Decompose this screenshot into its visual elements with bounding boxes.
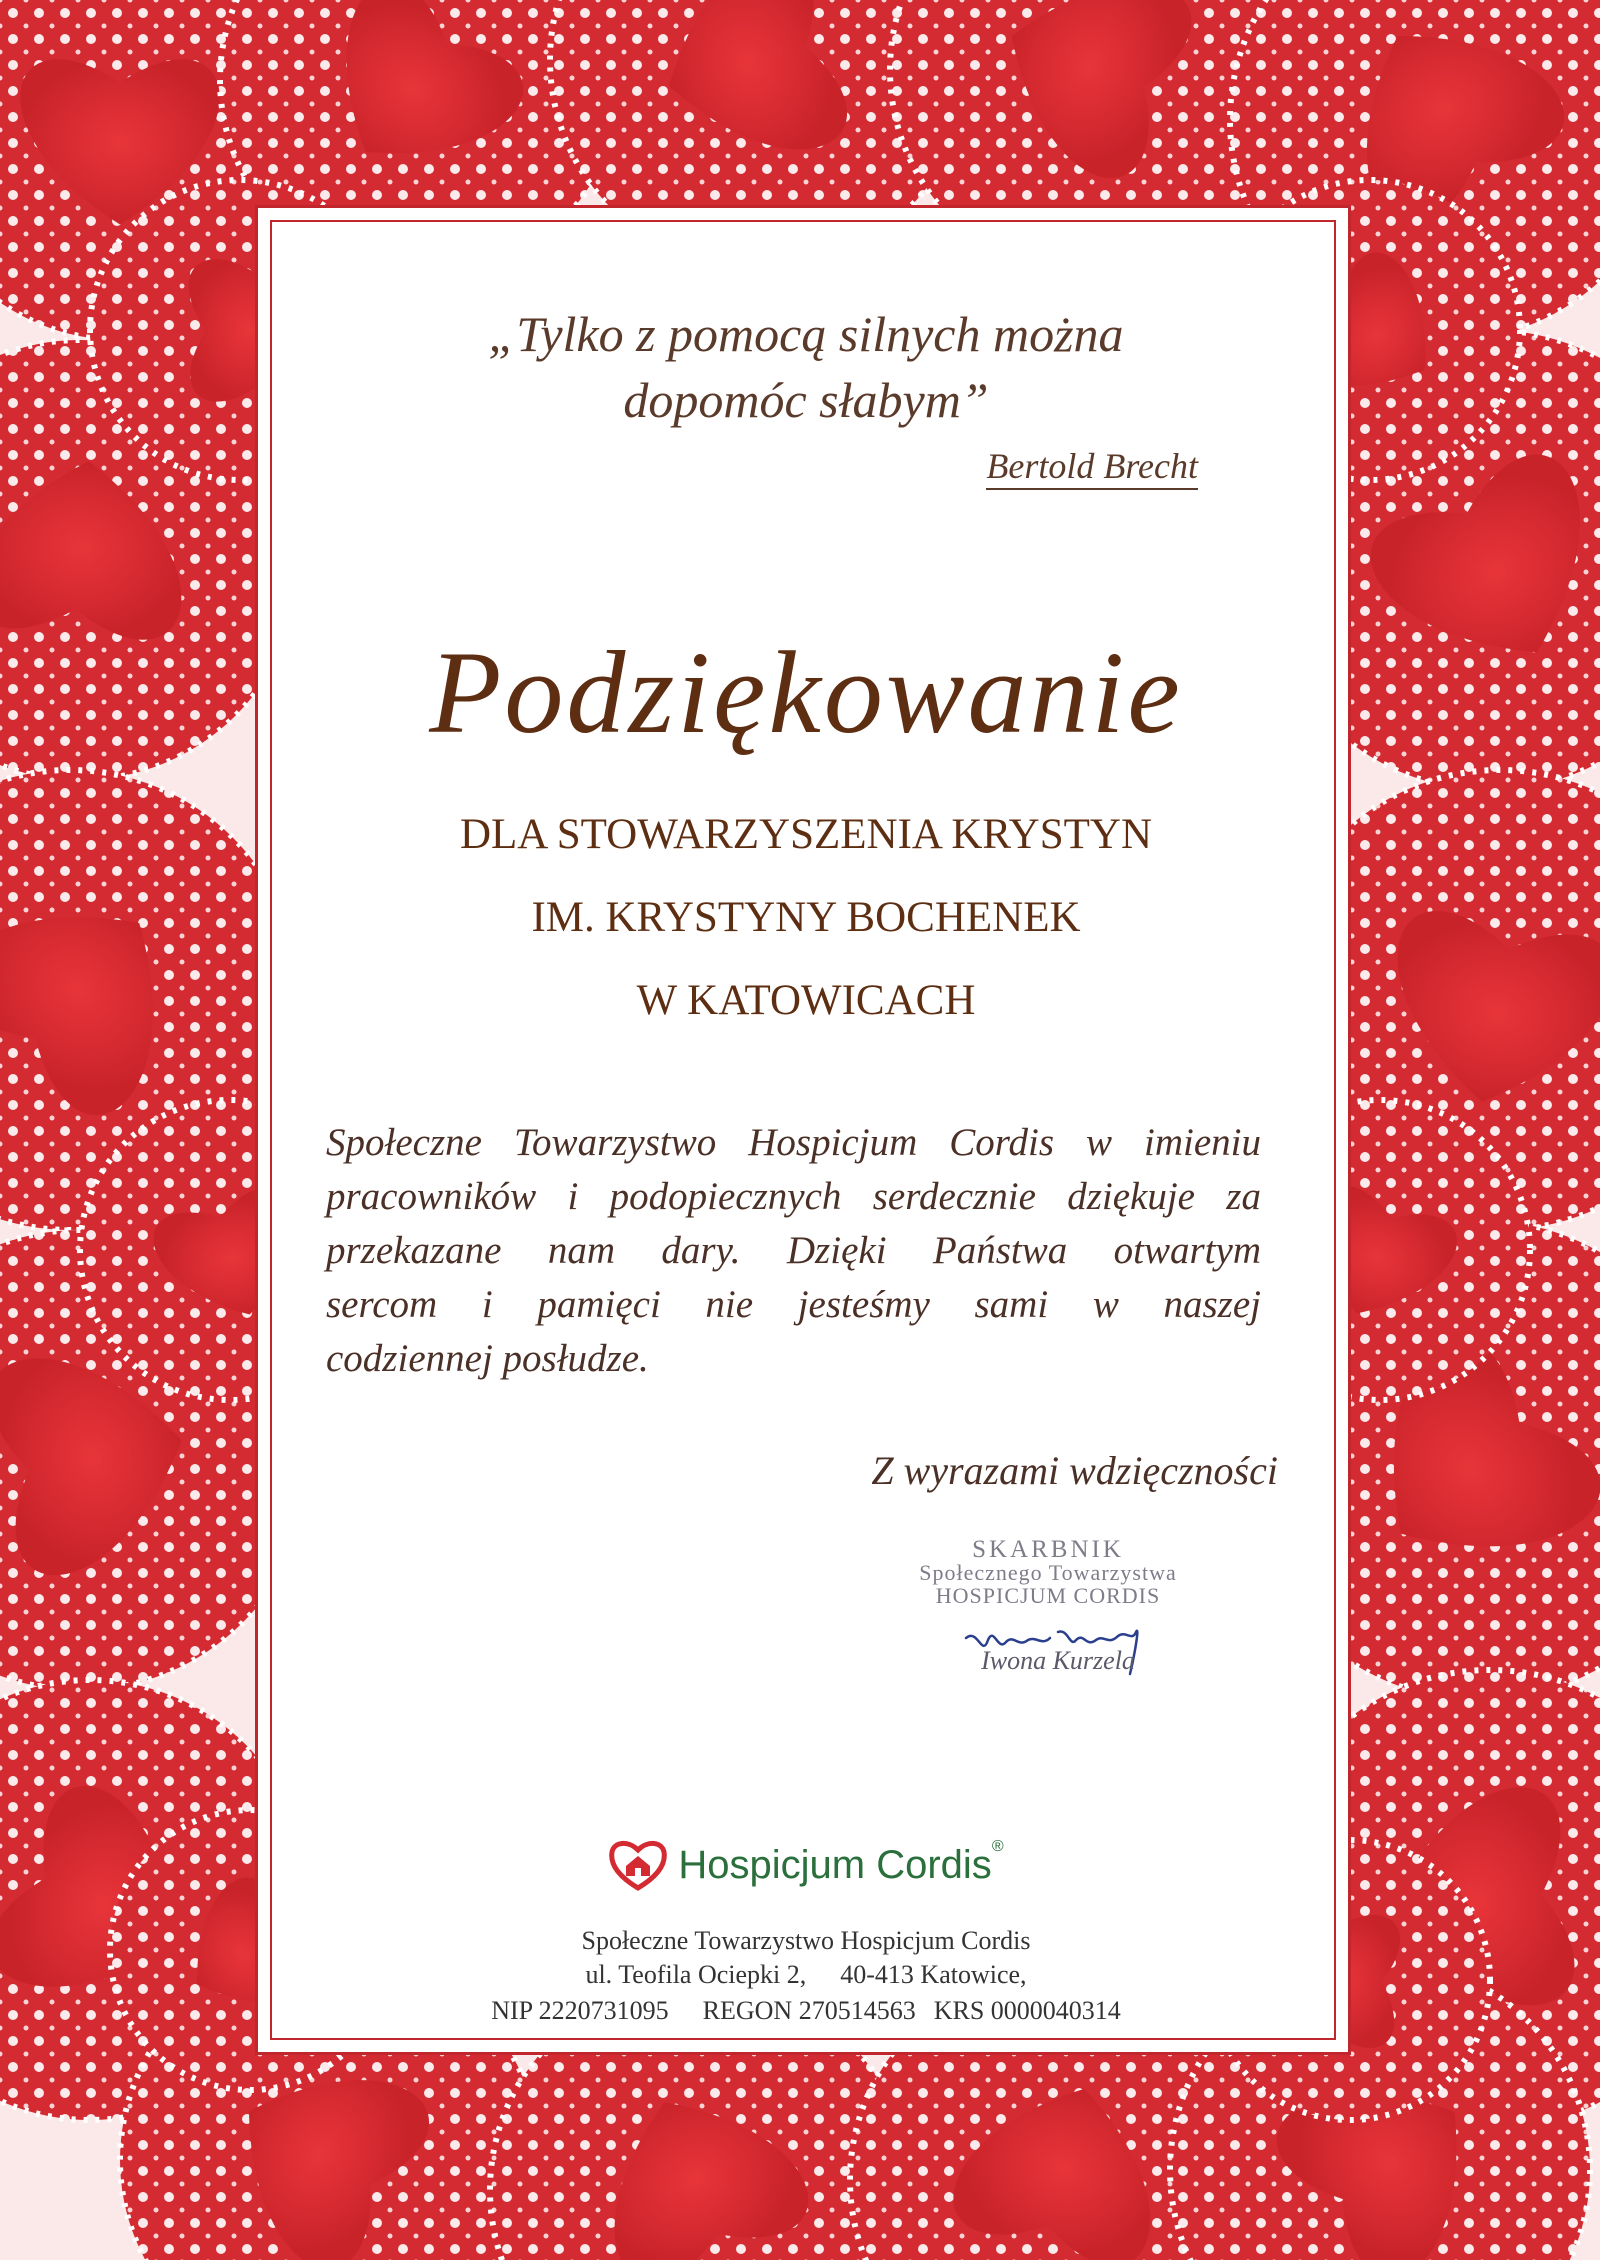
org-registry-line: [258, 1996, 1354, 2026]
certificate-frame: [255, 205, 1351, 2055]
org-street: ul. Teofila Ociepki 2,: [585, 1960, 807, 1989]
logo-name: Hospicjum Cordis: [678, 1842, 992, 1887]
treasurer-stamp: [888, 1538, 1208, 1607]
body-line-1: Społeczne Towarzystwo Hospicjum Cordis w imieniu: [326, 1121, 1261, 1164]
stamp-line-3: HOSPICJUM CORDIS: [935, 1583, 1161, 1608]
body-line-4: sercom i pamięci nie jesteśmy sami w naszej: [326, 1283, 1261, 1326]
org-postal: 40-413 Katowice,: [840, 1960, 1027, 1989]
org-nip: NIP 2220731095: [491, 1996, 669, 2025]
org-name: Społeczne Towarzystwo Hospicjum Cordis: [581, 1926, 1031, 1955]
org-krs: KRS 0000040314: [933, 1996, 1121, 2025]
quote-line-1: „Tylko z pomocą silnych można: [488, 306, 1124, 362]
stamp-line-2: Społecznego Towarzystwa: [919, 1560, 1177, 1585]
body-line-3: przekazane nam dary. Dzięki Państwa otwartym: [326, 1229, 1261, 1272]
body-line-5: codziennej posłudze.: [326, 1337, 649, 1380]
body-line-2: pracowników i podopiecznych serdecznie dziękuje za: [326, 1175, 1261, 1218]
quote-line-2: dopomóc słabym”: [623, 372, 989, 428]
recipient-line-2: IM. KRYSTYNY BOCHENEK: [531, 894, 1081, 941]
hospicjum-logo: [258, 1838, 1354, 1892]
recipient-line-3: W KATOWICACH: [636, 977, 976, 1024]
signer-name: Iwona Kurzela: [981, 1646, 1135, 1675]
certificate-title: Podziękowanie: [429, 627, 1183, 758]
org-address-line: [258, 1960, 1354, 1990]
org-regon: REGON 270514563: [702, 1996, 916, 2025]
closing-text: Z wyrazami wdzięczności: [871, 1448, 1278, 1493]
recipient-line-1: DLA STOWARZYSZENIA KRYSTYN: [459, 811, 1153, 858]
quote-author: Bertold Brecht: [986, 446, 1198, 490]
registered-mark: ®: [991, 1838, 1004, 1855]
stamp-title: SKARBNIK: [972, 1536, 1124, 1563]
heart-house-icon: [608, 1838, 668, 1892]
